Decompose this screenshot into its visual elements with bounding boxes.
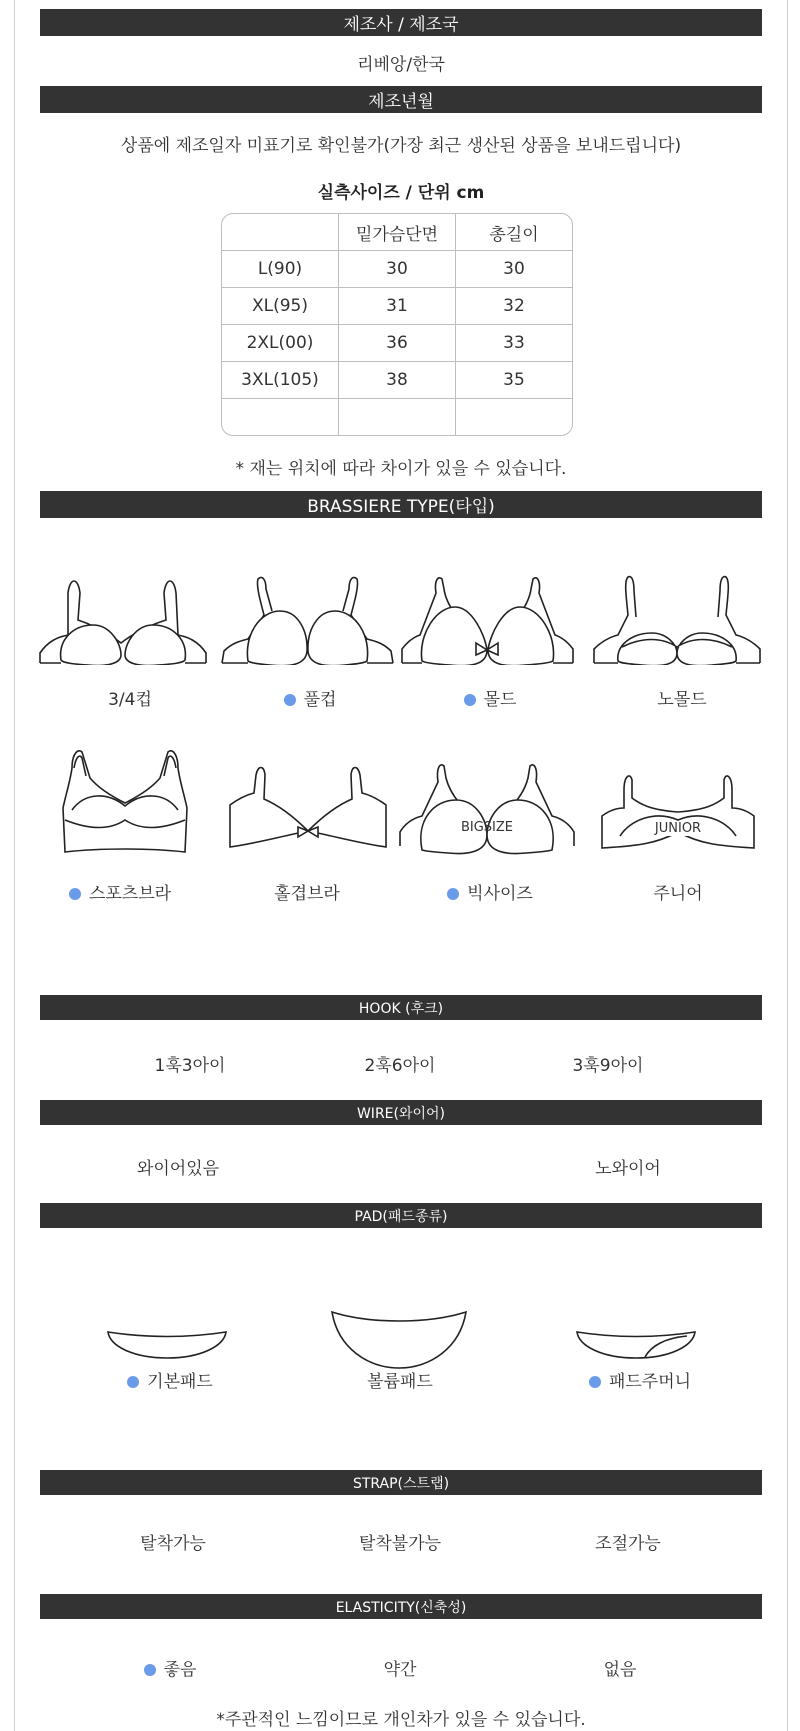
mfg-date-header: 제조년월 (40, 86, 762, 113)
table-cell: 30 (456, 251, 572, 288)
bra-type-label-text: 홀겹브라 (274, 884, 340, 904)
bra-type-label (588, 879, 768, 904)
selected-dot-icon (464, 694, 476, 706)
elasticity-option-label: 없음 (603, 1660, 637, 1680)
wire-option: 와이어있음 (136, 1159, 220, 1179)
bra-bigsize-illustration (398, 760, 576, 855)
selected-dot-icon (127, 1376, 139, 1388)
table-cell: 32 (456, 288, 572, 325)
bra-type-label-text: 빅사이즈 (467, 884, 533, 904)
elasticity-header: ELASTICITY(신축성) (40, 1594, 762, 1619)
bra-type-label-text: 스포츠브라 (88, 884, 172, 904)
table-cell: 35 (456, 362, 572, 399)
hook-option: 1훅3아이 (154, 1056, 226, 1076)
table-row (222, 214, 572, 251)
pad-option (550, 1367, 730, 1392)
table-cell: L(90) (222, 251, 339, 288)
bra-34cup-illustration (38, 575, 208, 665)
wire-option: 노와이어 (595, 1159, 661, 1179)
table-cell: 31 (339, 288, 456, 325)
bra-type-label (400, 685, 580, 710)
selected-dot-icon (69, 888, 81, 900)
table-row (222, 399, 572, 435)
bra-type-label-text: 풀컵 (303, 690, 337, 710)
bra-type-label (40, 685, 220, 710)
table-cell: XL(95) (222, 288, 339, 325)
elasticity-option (310, 1655, 490, 1680)
table-cell (456, 399, 572, 435)
table-cell (339, 399, 456, 435)
bra-fullcup-illustration (220, 575, 395, 665)
pad-option-label: 기본패드 (147, 1372, 213, 1392)
bra-type-label (220, 685, 400, 710)
bra-junior-illustration (600, 770, 756, 852)
size-table-title: 실측사이즈 / 단위 cm (317, 183, 485, 203)
table-cell: 2XL(00) (222, 325, 339, 362)
manufacturer-header: 제조사 / 제조국 (40, 9, 762, 36)
bra-type-label-text: 주니어 (653, 884, 703, 904)
bra-type-label (30, 879, 210, 904)
size-table (221, 213, 573, 436)
table-cell: 3XL(105) (222, 362, 339, 399)
selected-dot-icon (447, 888, 459, 900)
selected-dot-icon (589, 1376, 601, 1388)
table-cell (222, 399, 339, 435)
selected-dot-icon (144, 1664, 156, 1676)
hook-header: HOOK (후크) (40, 995, 762, 1020)
mfg-date-value: 상품에 제조일자 미표기로 확인불가(가장 최근 생산된 상품을 보내드립니다) (120, 136, 682, 156)
bra-type-label (400, 879, 580, 904)
bra-type-label (592, 685, 772, 710)
elasticity-option-label: 좋음 (163, 1660, 197, 1680)
selected-dot-icon (284, 694, 296, 706)
table-cell: 38 (339, 362, 456, 399)
junior-inner-text: JUNIOR (654, 821, 702, 836)
strap-option: 조절가능 (595, 1534, 661, 1554)
strap-header: STRAP(스트랩) (40, 1470, 762, 1495)
pad-option-label: 패드주머니 (608, 1372, 692, 1392)
strap-option: 탈착불가능 (358, 1534, 442, 1554)
table-row (222, 251, 572, 288)
pad-option (80, 1367, 260, 1392)
size-note: * 재는 위치에 따라 차이가 있을 수 있습니다. (235, 459, 567, 479)
table-header-cell (222, 214, 339, 251)
bigsize-inner-text: BIGSIZE (460, 820, 514, 835)
elasticity-option (530, 1655, 710, 1680)
wire-header: WIRE(와이어) (40, 1100, 762, 1125)
table-row (222, 362, 572, 399)
table-row (222, 325, 572, 362)
pad-header: PAD(패드종류) (40, 1203, 762, 1228)
pad-option (310, 1367, 490, 1392)
pad-basic-illustration (106, 1328, 228, 1360)
bra-nomold-illustration (592, 575, 762, 665)
brassiere-type-header: BRASSIERE TYPE(타입) (40, 491, 762, 518)
bra-single-layer-illustration (228, 765, 388, 850)
bra-mold-illustration (400, 575, 575, 665)
pad-volume-illustration (330, 1308, 468, 1370)
strap-option: 탈착가능 (140, 1534, 206, 1554)
elasticity-option (80, 1655, 260, 1680)
bra-sports-illustration (60, 748, 190, 858)
manufacturer-value: 리베앙/한국 (357, 55, 445, 75)
bra-type-label-text: 3/4컵 (108, 690, 152, 710)
hook-option: 3훅9아이 (572, 1056, 644, 1076)
elasticity-option-label: 약간 (383, 1660, 417, 1680)
table-cell: 36 (339, 325, 456, 362)
table-cell: 30 (339, 251, 456, 288)
footnote: *주관적인 느낌이므로 개인차가 있을 수 있습니다. (216, 1710, 586, 1730)
table-cell: 33 (456, 325, 572, 362)
pad-pocket-illustration (575, 1328, 697, 1360)
pad-option-label: 볼륨패드 (367, 1372, 433, 1392)
bra-type-label (217, 879, 397, 904)
hook-option: 2훅6아이 (364, 1056, 436, 1076)
table-row (222, 288, 572, 325)
bra-type-label-text: 노몰드 (657, 690, 707, 710)
table-header-cell: 총길이 (456, 214, 572, 251)
bra-type-label-text: 몰드 (483, 690, 517, 710)
table-header-cell: 밑가슴단면 (339, 214, 456, 251)
